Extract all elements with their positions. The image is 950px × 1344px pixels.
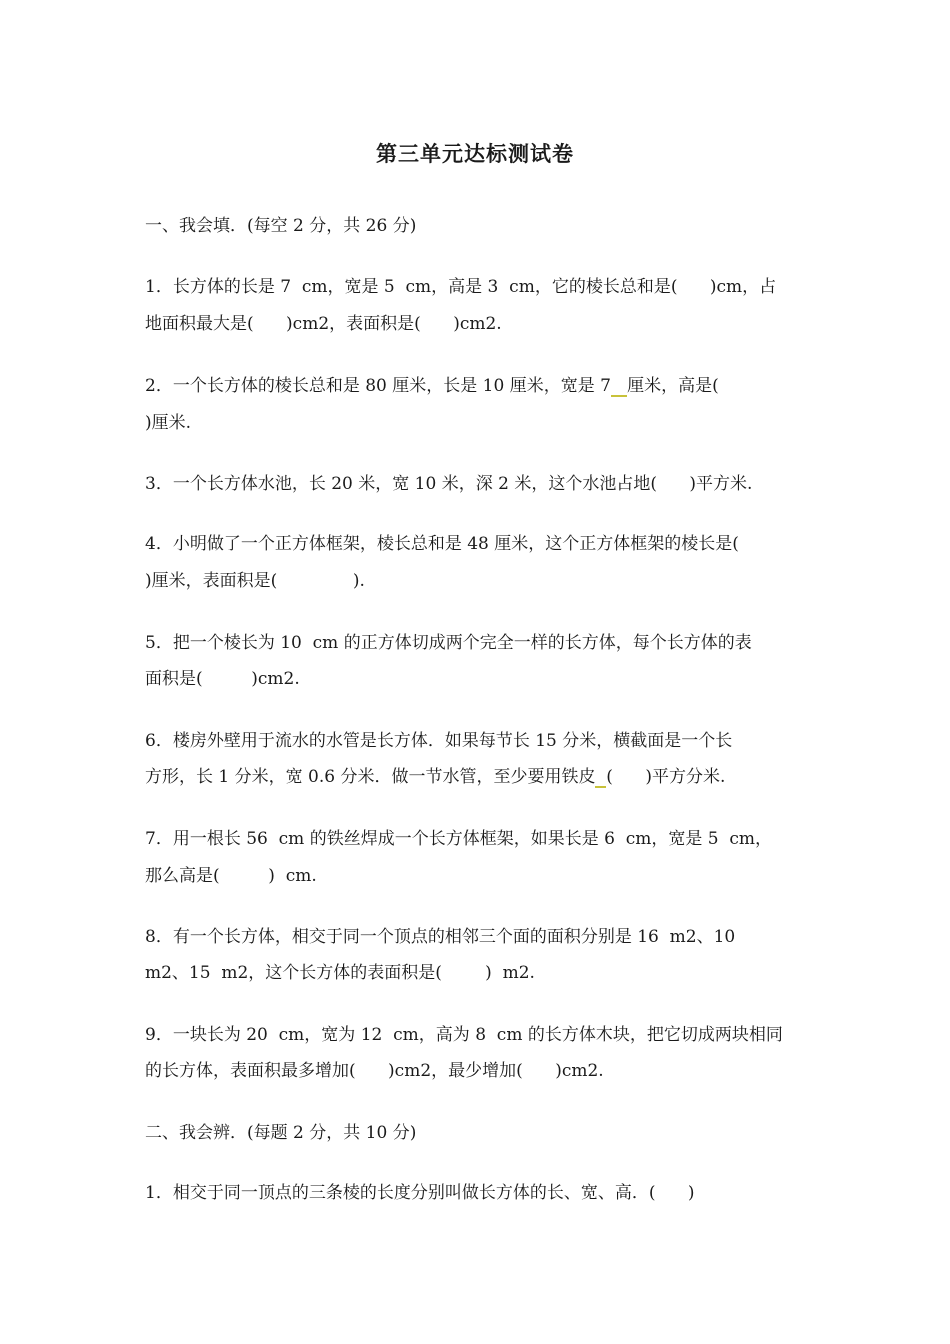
question5-line2: 面积是( )cm2. xyxy=(145,669,300,689)
highlight-mark xyxy=(595,768,606,788)
question2-text-a: 2．一个长方体的棱长总和是 80 厘米，长是 10 厘米，宽是 7 xyxy=(145,376,611,396)
question9-line2: 的长方体，表面积最多增加( )cm2，最少增加( )cm2. xyxy=(145,1061,604,1081)
section2-heading: 二、我会辨．(每题 2 分，共 10 分) xyxy=(145,1123,417,1143)
question8-line2: m2、15 m2，这个长方体的表面积是( ) m2. xyxy=(145,963,535,983)
question6-text-a: 方形，长 1 分米，宽 0.6 分米．做一节水管，至少要用铁皮 xyxy=(145,767,596,787)
question1-line1: 1．长方体的长是 7 cm，宽是 5 cm，高是 3 cm，它的棱长总和是( )cm，占 xyxy=(145,277,777,297)
question2-text-c: 厘米，高是( xyxy=(627,376,719,396)
question7-line2: 那么高是( ) cm. xyxy=(145,866,317,886)
section1-heading: 一、我会填．(每空 2 分，共 26 分) xyxy=(145,216,417,236)
question3-line1: 3．一个长方体水池，长 20 米，宽 10 米，深 2 米，这个水池占地( )平方米. xyxy=(145,474,753,494)
judge-question1: 1．相交于同一顶点的三条棱的长度分别叫做长方体的长、宽、高．( ) xyxy=(145,1183,695,1203)
question6-line1: 6．楼房外壁用于流水的水管是长方体．如果每节长 15 分米，横截面是一个长 xyxy=(145,731,733,751)
question5-line1: 5．把一个棱长为 10 cm 的正方体切成两个完全一样的长方体，每个长方体的表 xyxy=(145,633,752,653)
question7-line1: 7．用一根长 56 cm 的铁丝焊成一个长方体框架，如果长是 6 cm，宽是 5 cm， xyxy=(145,829,773,849)
question2-line2: )厘米. xyxy=(145,413,192,433)
question6-text-c: ( )平方分米. xyxy=(606,767,726,787)
highlight-mark xyxy=(611,377,627,397)
question2-line1 xyxy=(145,374,825,398)
question9-line1: 9．一块长为 20 cm，宽为 12 cm，高为 8 cm 的长方体木块，把它切成两块相同 xyxy=(145,1025,783,1045)
question6-line2 xyxy=(145,765,825,789)
question8-line1: 8．有一个长方体，相交于同一个顶点的相邻三个面的面积分别是 16 m2、10 xyxy=(145,927,736,947)
question1-line2: 地面积最大是( )cm2，表面积是( )cm2. xyxy=(145,314,502,334)
page-title: 第三单元达标测试卷 xyxy=(376,141,574,166)
question4-line1: 4．小明做了一个正方体框架，棱长总和是 48 厘米，这个正方体框架的棱长是( xyxy=(145,534,739,554)
question4-line2: )厘米，表面积是( ). xyxy=(145,571,365,591)
